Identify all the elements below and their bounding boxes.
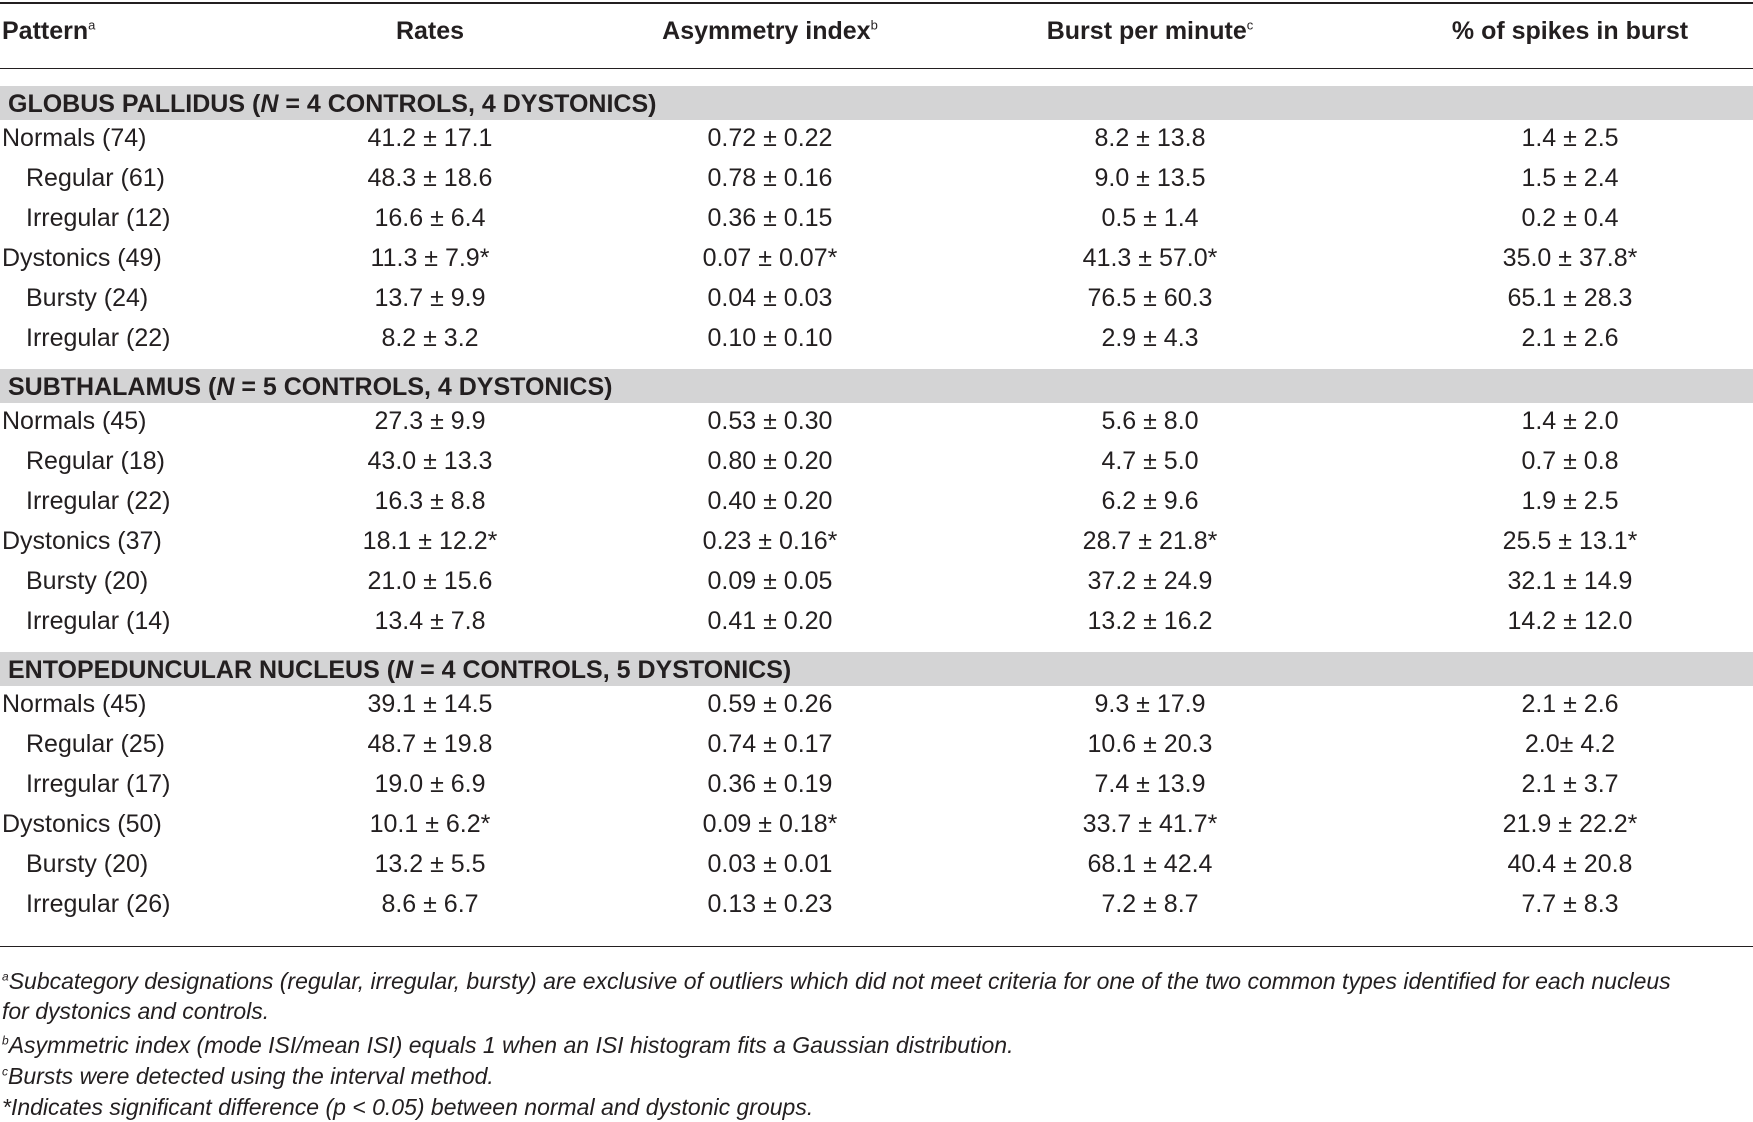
- asymmetry-cell: 0.07 ± 0.07*: [702, 244, 838, 272]
- table-row: [0, 764, 1753, 804]
- footnote-a-cont: for dystonics and controls.: [2, 998, 270, 1024]
- row-label: Dystonics (50): [2, 810, 162, 838]
- asymmetry-cell: 0.13 ± 0.23: [707, 890, 833, 918]
- rates-cell: 19.0 ± 6.9: [374, 770, 486, 798]
- burst-cell: 6.2 ± 9.6: [1101, 487, 1199, 515]
- section-header: [0, 369, 1753, 403]
- section-header: [0, 652, 1753, 686]
- burst-cell: 33.7 ± 41.7*: [1082, 810, 1218, 838]
- pct-spikes-cell: 2.1 ± 2.6: [1521, 324, 1619, 352]
- burst-cell: 7.4 ± 13.9: [1094, 770, 1206, 798]
- rates-cell: 16.3 ± 8.8: [374, 487, 486, 515]
- burst-cell: 9.0 ± 13.5: [1094, 164, 1206, 192]
- rates-cell: 43.0 ± 13.3: [367, 447, 493, 475]
- header-rule: [0, 68, 1753, 69]
- row-label: Irregular (17): [26, 770, 171, 798]
- asymmetry-cell: 0.72 ± 0.22: [707, 124, 833, 152]
- row-label: Irregular (14): [26, 607, 171, 635]
- row-label: Normals (45): [2, 407, 147, 435]
- rates-cell: 16.6 ± 6.4: [374, 204, 486, 232]
- rates-cell: 18.1 ± 12.2*: [362, 527, 498, 555]
- table-row: [0, 441, 1753, 481]
- header-rates: Rates: [395, 17, 465, 45]
- table-row: [0, 401, 1753, 441]
- pct-spikes-cell: 25.5 ± 13.1*: [1502, 527, 1638, 555]
- rates-cell: 48.3 ± 18.6: [367, 164, 493, 192]
- pct-spikes-cell: 65.1 ± 28.3: [1507, 284, 1633, 312]
- burst-cell: 10.6 ± 20.3: [1087, 730, 1213, 758]
- rates-cell: 39.1 ± 14.5: [367, 690, 493, 718]
- footnote-a: $^a$Subcategory designations (regular, irregular, bursty) are exclusive of outliers which did not meet criteria for one of the two common types identified for each nucleus: [2, 968, 1671, 994]
- header-pattern: Pattern$^a$: [2, 17, 96, 45]
- rates-cell: 13.7 ± 9.9: [374, 284, 486, 312]
- pct-spikes-cell: 14.2 ± 12.0: [1507, 607, 1633, 635]
- pct-spikes-cell: 40.4 ± 20.8: [1507, 850, 1633, 878]
- header-asymmetry-index: Asymmetry index$^b$: [662, 17, 878, 45]
- footnote-c: $^c$Bursts were detected using the interval method.: [2, 1063, 494, 1089]
- section-title: SUBTHALAMUS (N = 5 CONTROLS, 4 DYSTONICS): [8, 373, 613, 401]
- asymmetry-cell: 0.09 ± 0.18*: [702, 810, 838, 838]
- row-label: Irregular (26): [26, 890, 171, 918]
- asymmetry-cell: 0.09 ± 0.05: [707, 567, 833, 595]
- section-title: ENTOPEDUNCULAR NUCLEUS (N = 4 CONTROLS, 5 DYSTONICS): [8, 656, 792, 684]
- pct-spikes-cell: 1.9 ± 2.5: [1521, 487, 1619, 515]
- table-row: [0, 521, 1753, 561]
- burst-cell: 7.2 ± 8.7: [1101, 890, 1199, 918]
- row-label: Irregular (22): [26, 324, 171, 352]
- rates-cell: 8.6 ± 6.7: [381, 890, 479, 918]
- table-row: [0, 118, 1753, 158]
- burst-cell: 2.9 ± 4.3: [1101, 324, 1199, 352]
- table-row: [0, 278, 1753, 318]
- pct-spikes-cell: 0.2 ± 0.4: [1521, 204, 1619, 232]
- rates-cell: 13.2 ± 5.5: [374, 850, 486, 878]
- burst-cell: 5.6 ± 8.0: [1101, 407, 1199, 435]
- section-title: GLOBUS PALLIDUS (N = 4 CONTROLS, 4 DYSTONICS): [8, 90, 657, 118]
- table-row: [0, 238, 1753, 278]
- burst-cell: 37.2 ± 24.9: [1087, 567, 1213, 595]
- asymmetry-cell: 0.53 ± 0.30: [707, 407, 833, 435]
- asymmetry-cell: 0.03 ± 0.01: [707, 850, 833, 878]
- header-pct-spikes-in-burst: % of spikes in burst: [1451, 17, 1689, 45]
- row-label: Dystonics (49): [2, 244, 162, 272]
- pct-spikes-cell: 32.1 ± 14.9: [1507, 567, 1633, 595]
- row-label: Irregular (22): [26, 487, 171, 515]
- header-burst-per-minute: Burst per minute$^c$: [1046, 17, 1254, 45]
- rates-cell: 10.1 ± 6.2*: [369, 810, 491, 838]
- burst-cell: 41.3 ± 57.0*: [1082, 244, 1218, 272]
- table-row: [0, 601, 1753, 641]
- burst-cell: 13.2 ± 16.2: [1087, 607, 1213, 635]
- table-row: [0, 561, 1753, 601]
- row-label: Regular (25): [26, 730, 165, 758]
- rates-cell: 48.7 ± 19.8: [367, 730, 493, 758]
- asymmetry-cell: 0.80 ± 0.20: [707, 447, 833, 475]
- top-rule: [0, 2, 1753, 4]
- pct-spikes-cell: 2.0± 4.2: [1524, 730, 1616, 758]
- row-label: Normals (45): [2, 690, 147, 718]
- row-label: Bursty (20): [26, 850, 149, 878]
- rates-cell: 13.4 ± 7.8: [374, 607, 486, 635]
- rates-cell: 41.2 ± 17.1: [367, 124, 493, 152]
- row-label: Irregular (12): [26, 204, 171, 232]
- row-label: Dystonics (37): [2, 527, 162, 555]
- table-row: [0, 804, 1753, 844]
- asymmetry-cell: 0.74 ± 0.17: [707, 730, 833, 758]
- burst-cell: 4.7 ± 5.0: [1101, 447, 1199, 475]
- asymmetry-cell: 0.10 ± 0.10: [707, 324, 833, 352]
- burst-cell: 8.2 ± 13.8: [1094, 124, 1206, 152]
- burst-cell: 9.3 ± 17.9: [1094, 690, 1206, 718]
- row-label: Normals (74): [2, 124, 147, 152]
- pct-spikes-cell: 0.7 ± 0.8: [1521, 447, 1619, 475]
- row-label: Bursty (20): [26, 567, 149, 595]
- footnote-b: $^b$Asymmetric index (mode ISI/mean ISI) equals 1 when an ISI histogram fits a Gaussian distribution.: [2, 1032, 1014, 1058]
- footnote-significance: *Indicates significant difference (p < 0.05) between normal and dystonic groups.: [2, 1094, 814, 1120]
- asymmetry-cell: 0.40 ± 0.20: [707, 487, 833, 515]
- asymmetry-cell: 0.04 ± 0.03: [707, 284, 833, 312]
- rates-cell: 21.0 ± 15.6: [367, 567, 493, 595]
- asymmetry-cell: 0.41 ± 0.20: [707, 607, 833, 635]
- burst-cell: 28.7 ± 21.8*: [1082, 527, 1218, 555]
- table-row: [0, 318, 1753, 358]
- burst-cell: 76.5 ± 60.3: [1087, 284, 1213, 312]
- table-row: [0, 684, 1753, 724]
- table-row: [0, 884, 1753, 924]
- pct-spikes-cell: 1.5 ± 2.4: [1521, 164, 1619, 192]
- pct-spikes-cell: 35.0 ± 37.8*: [1502, 244, 1638, 272]
- asymmetry-cell: 0.36 ± 0.15: [707, 204, 833, 232]
- pct-spikes-cell: 7.7 ± 8.3: [1521, 890, 1619, 918]
- rates-cell: 11.3 ± 7.9*: [370, 244, 490, 272]
- bottom-rule: [0, 946, 1753, 947]
- burst-cell: 0.5 ± 1.4: [1101, 204, 1199, 232]
- asymmetry-cell: 0.36 ± 0.19: [707, 770, 833, 798]
- asymmetry-cell: 0.78 ± 0.16: [707, 164, 833, 192]
- pct-spikes-cell: 1.4 ± 2.5: [1521, 124, 1619, 152]
- rates-cell: 8.2 ± 3.2: [381, 324, 479, 352]
- section-header: [0, 86, 1753, 120]
- pct-spikes-cell: 2.1 ± 2.6: [1521, 690, 1619, 718]
- table-row: [0, 844, 1753, 884]
- table-row: [0, 724, 1753, 764]
- asymmetry-cell: 0.59 ± 0.26: [707, 690, 833, 718]
- burst-cell: 68.1 ± 42.4: [1087, 850, 1213, 878]
- row-label: Regular (18): [26, 447, 165, 475]
- pct-spikes-cell: 21.9 ± 22.2*: [1502, 810, 1638, 838]
- asymmetry-cell: 0.23 ± 0.16*: [702, 527, 838, 555]
- rates-cell: 27.3 ± 9.9: [374, 407, 486, 435]
- table-row: [0, 158, 1753, 198]
- pct-spikes-cell: 1.4 ± 2.0: [1521, 407, 1619, 435]
- table-row: [0, 481, 1753, 521]
- row-label: Regular (61): [26, 164, 165, 192]
- row-label: Bursty (24): [26, 284, 149, 312]
- pct-spikes-cell: 2.1 ± 3.7: [1521, 770, 1619, 798]
- table-row: [0, 198, 1753, 238]
